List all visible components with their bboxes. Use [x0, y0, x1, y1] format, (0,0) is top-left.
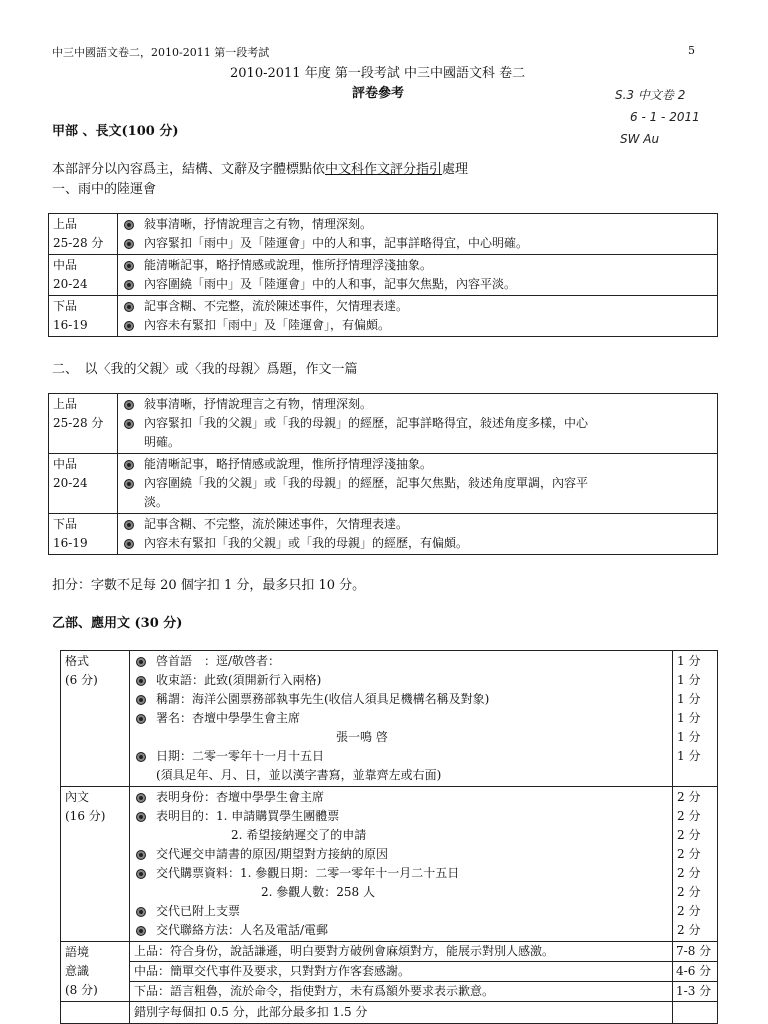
cell-text: 上品：符合身份，說話謙遜，明白要對方破例會麻煩對方，能展示對別人感激。	[130, 942, 672, 962]
cell-text: 語境	[65, 945, 90, 959]
cell-text: 中品	[53, 258, 78, 272]
cell-text: 2 分	[677, 828, 701, 842]
cell-text: 張一鳴 啓	[336, 730, 388, 744]
cell-text: 1 分	[677, 692, 701, 706]
cell-text: 表明目的：1. 申請購買學生團體票	[156, 809, 340, 823]
bullet-icon	[136, 869, 146, 879]
table-cell	[130, 942, 673, 1002]
cell-text: 下品	[53, 517, 78, 531]
table-cell	[130, 787, 153, 942]
table-row	[61, 787, 718, 942]
cell-text: 16-19	[53, 318, 88, 332]
table-cell	[61, 942, 130, 1002]
bullet-icon	[124, 239, 134, 249]
cell-text: 1 分	[677, 730, 701, 744]
cell-text: (8 分)	[65, 983, 98, 997]
handwritten-note-1: S.3 中文卷 2	[615, 88, 686, 102]
bullet-icon	[136, 793, 146, 803]
cell-text: 下品：語言粗魯，流於命令，指使對方，未有爲額外要求表示歉意。	[134, 984, 495, 998]
table-cell	[673, 787, 718, 942]
page-title: 2010-2011 年度 第一段考試 中三中國語文科 卷二	[230, 66, 526, 81]
cell-text: 2 分	[677, 866, 701, 880]
cell-text: 20-24	[53, 277, 88, 291]
cell-text: 收束語：此致(須開新行入兩格)	[156, 673, 322, 687]
table-cell	[673, 651, 718, 787]
cell-text: 意識	[65, 964, 90, 978]
table-cell	[130, 1002, 673, 1024]
cell-text: 交代遲交申請書的原因/期望對方接納的原因	[156, 847, 389, 861]
cell-text: (6 分)	[65, 673, 98, 687]
cell-text: 能清晰記事，略抒情感或說理，惟所抒情理浮淺抽象。	[144, 457, 433, 471]
cell-text: 25-28 分	[53, 236, 104, 250]
cell-text: 日期：二零一零年十一月十五日	[156, 749, 325, 763]
question-1-title: 一、雨中的陸運會	[52, 182, 157, 197]
cell-text: (16 分)	[65, 809, 106, 823]
table-cell	[673, 942, 718, 1002]
cell-text: 內容未有緊扣「我的父親」或「我的母親」的經歷，有偏頗。	[144, 536, 469, 550]
bullet-icon	[136, 907, 146, 917]
cell-text: 內文	[65, 790, 90, 804]
table-cell	[49, 394, 118, 454]
cell-text: 敍事清晰，抒情說理言之有物，情理深刻。	[144, 397, 373, 411]
table-cell	[140, 514, 718, 555]
cell-text: 2. 參觀人數：258 人	[261, 885, 375, 899]
table-cell	[140, 296, 718, 337]
bullet-icon	[124, 460, 134, 470]
cell-text: 內容圍繞「我的父親」或「我的母親」的經歷，記事欠焦點，敍述角度單調，內容平	[144, 476, 589, 490]
bullet-icon	[136, 695, 146, 705]
table-cell	[118, 255, 141, 296]
table-cell	[140, 255, 718, 296]
table-cell	[140, 394, 718, 454]
table-cell	[49, 454, 118, 514]
bullet-icon	[124, 220, 134, 230]
cell-text: 2 分	[677, 904, 701, 918]
table-row	[49, 255, 718, 296]
bullet-icon	[136, 926, 146, 936]
table-cell	[118, 296, 141, 337]
cell-text: 內容緊扣「我的父親」或「我的母親」的經歷，記事詳略得宜，敍述角度多樣，中心	[144, 416, 589, 430]
q1-grading-table	[48, 213, 718, 337]
bullet-icon	[136, 850, 146, 860]
table-cell	[49, 214, 118, 255]
table-cell	[61, 787, 130, 942]
bullet-icon	[136, 714, 146, 724]
cell-text: 記事含糊、不完整，流於陳述事件，欠情理表達。	[144, 299, 409, 313]
cell-text: 4-6 分	[673, 962, 717, 982]
bullet-icon	[124, 261, 134, 271]
bullet-icon	[124, 520, 134, 530]
bullet-icon	[124, 400, 134, 410]
bullet-icon	[124, 419, 134, 429]
table-cell	[49, 296, 118, 337]
handwritten-note-3: SW Au	[620, 132, 660, 146]
table-row	[61, 942, 718, 1002]
cell-text: 淡。	[144, 495, 169, 509]
bullet-icon	[136, 752, 146, 762]
cell-text: 明確。	[144, 435, 181, 449]
cell-text: 1 分	[677, 654, 701, 668]
bullet-icon	[136, 657, 146, 667]
cell-text: 2 分	[677, 790, 701, 804]
cell-text: 中文科作文評分指引	[325, 162, 443, 177]
page-number: 5	[688, 44, 695, 57]
table-row	[49, 394, 718, 454]
bullet-icon	[136, 812, 146, 822]
cell-text: 20-24	[53, 476, 88, 490]
cell-text: 署名：杏壇中學學生會主席	[156, 711, 301, 725]
cell-text: 1 分	[677, 673, 701, 687]
table-cell	[118, 454, 141, 514]
cell-text: 2. 希望接納遲交了的申請	[231, 828, 367, 842]
cell-text: (須具足年、月、日，並以漢字書寫，並靠齊左或右面)	[156, 768, 442, 782]
table-cell	[118, 514, 141, 555]
cell-text: 本部評分以內容爲主，結構、文辭及字體標點依	[52, 162, 326, 177]
cell-text: 格式	[65, 654, 90, 668]
question-2-title: 二、 以〈我的父親〉或〈我的母親〉爲題，作文一篇	[52, 362, 358, 377]
bullet-icon	[124, 280, 134, 290]
handwritten-note-2: 6 - 1 - 2011	[630, 110, 700, 124]
deduction-note: 扣分：字數不足每 20 個字扣 1 分，最多只扣 10 分。	[52, 578, 366, 593]
table-cell	[140, 214, 718, 255]
cell-text: 1-3 分	[676, 984, 712, 998]
table-cell	[49, 514, 118, 555]
table-row	[61, 1002, 718, 1024]
bullet-icon	[124, 302, 134, 312]
table-row	[49, 514, 718, 555]
cell-text: 2 分	[677, 923, 701, 937]
cell-text: 上品	[53, 217, 78, 231]
cell-text: 記事含糊、不完整，流於陳述事件，欠情理表達。	[144, 517, 409, 531]
q2-grading-table	[48, 393, 718, 555]
table-row	[49, 214, 718, 255]
table-cell	[61, 1002, 130, 1024]
cell-text: 2 分	[677, 809, 701, 823]
bullet-icon	[124, 321, 134, 331]
bullet-icon	[136, 676, 146, 686]
table-cell	[130, 651, 153, 787]
cell-text: 稱謂：海洋公園票務部執事先生(收信人須具足機構名稱及對象)	[156, 692, 490, 706]
cell-text: 交代聯絡方法：人名及電話/電郵	[156, 923, 329, 937]
cell-text: 25-28 分	[53, 416, 104, 430]
table-row	[49, 296, 718, 337]
section-b-heading: 乙部、應用文 (30 分)	[52, 616, 183, 631]
cell-text: 16-19	[53, 536, 88, 550]
section-a-heading: 甲部 、長文(100 分)	[52, 124, 179, 139]
cell-text: 2 分	[677, 847, 701, 861]
cell-text: 內容圍繞「雨中」及「陸運會」中的人和事，記事欠焦點，內容平淡。	[144, 277, 517, 291]
table-row	[49, 454, 718, 514]
table-cell	[118, 214, 141, 255]
cell-text: 下品	[53, 299, 78, 313]
cell-text: 1 分	[677, 749, 701, 763]
bullet-icon	[124, 539, 134, 549]
cell-text: 7-8 分	[673, 942, 717, 962]
table-cell	[152, 787, 673, 942]
cell-text: 處理	[442, 162, 469, 177]
cell-text: 啓首語 ：逕/敬啓者：	[156, 654, 281, 668]
cell-text: 2 分	[677, 885, 701, 899]
doc-header-left: 中三中國語文卷二，2010-2011 第一段考試	[52, 46, 270, 59]
cell-text: 敍事清晰，抒情說理言之有物，情理深刻。	[144, 217, 373, 231]
cell-text: 能清晰記事，略抒情感或說理，惟所抒情理浮淺抽象。	[144, 258, 433, 272]
page-subtitle: 評卷參考	[352, 86, 405, 101]
table-row	[61, 651, 718, 787]
table-cell	[152, 651, 673, 787]
typo-deduction-note: 錯別字每個扣 0.5 分，此部分最多扣 1.5 分	[134, 1005, 368, 1019]
cell-text: 中品：簡單交代事件及要求，只對對方作客套感謝。	[130, 962, 672, 982]
cell-text: 交代購票資料：1. 參觀日期：二零一零年十一月二十五日	[156, 866, 460, 880]
cell-text: 中品	[53, 457, 78, 471]
table-cell	[49, 255, 118, 296]
cell-text: 上品	[53, 397, 78, 411]
section-a-intro	[52, 158, 468, 177]
cell-text: 內容未有緊扣「雨中」及「陸運會」，有偏頗。	[144, 318, 391, 332]
table-cell	[61, 651, 130, 787]
cell-text: 1 分	[677, 711, 701, 725]
table-cell	[673, 1002, 718, 1024]
cell-text: 表明身份：杏壇中學學生會主席	[156, 790, 325, 804]
bullet-icon	[124, 479, 134, 489]
table-cell	[140, 454, 718, 514]
cell-text: 內容緊扣「雨中」及「陸運會」中的人和事，記事詳略得宜，中心明確。	[144, 236, 529, 250]
cell-text: 交代已附上支票	[156, 904, 241, 918]
table-cell	[118, 394, 141, 454]
section-b-table	[60, 650, 718, 1024]
